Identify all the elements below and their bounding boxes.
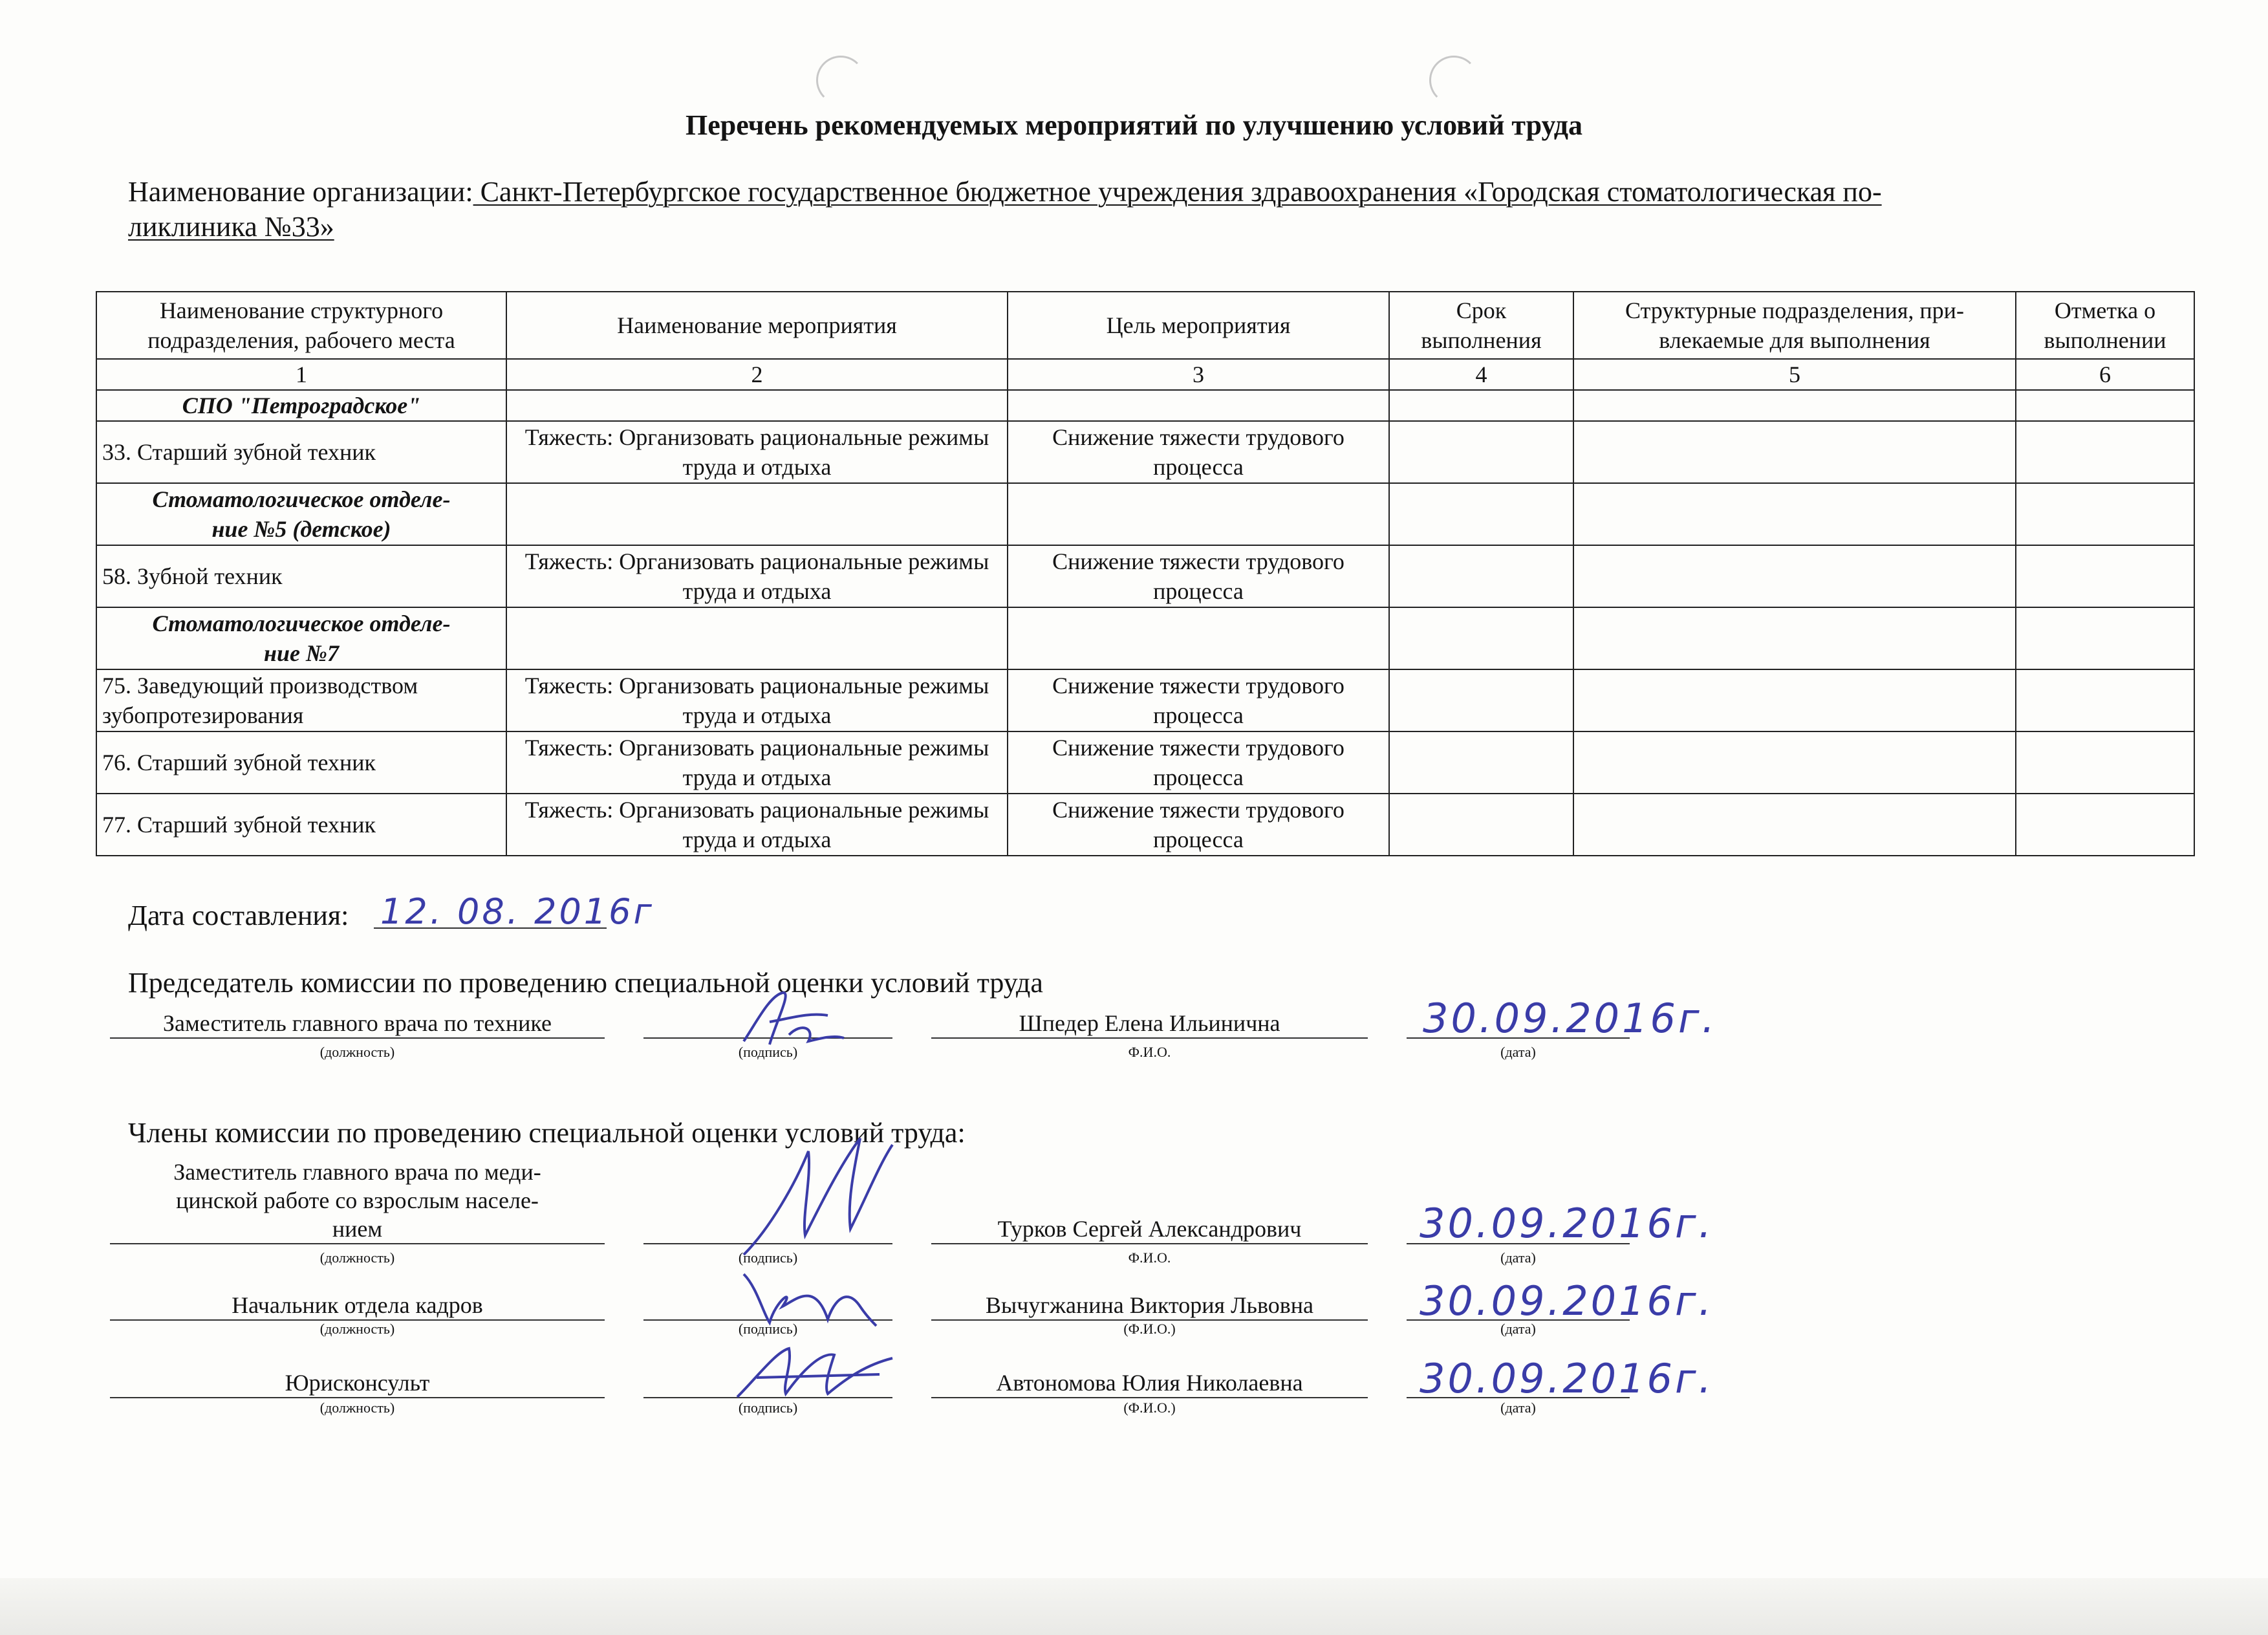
goal-cell: Снижение тяжести трудового процесса — [1008, 731, 1389, 794]
chairman-heading: Председатель комиссии по проведению специальной оценки условий труда — [128, 967, 1043, 999]
completion-mark-cell — [2016, 669, 2194, 731]
chairman-position-line — [110, 1037, 605, 1039]
goal-cell: Снижение тяжести трудового процесса — [1008, 794, 1389, 856]
punch-hole — [1429, 56, 1478, 105]
organization-line — [128, 175, 2133, 244]
measure-cell: Тяжесть: Организовать рациональные режимы труда и отдыха — [506, 794, 1008, 856]
table-header-row — [96, 292, 2194, 359]
deadline-cell — [1389, 794, 1573, 856]
departments-cell — [1573, 669, 2016, 731]
measure-cell: Тяжесть: Организовать рациональные режимы труда и отдыха — [506, 421, 1008, 483]
completion-mark-cell — [2016, 794, 2194, 856]
measure-cell: Тяжесть: Организовать рациональные режимы труда и отдыха — [506, 545, 1008, 607]
column-header: Структурные подразделения, при- влекаемые для выполнения — [1573, 292, 2016, 359]
workplace-name: 75. Заведующий производством зубопротезирования — [96, 669, 506, 731]
member-signature — [731, 1125, 899, 1268]
measures-table — [96, 291, 2195, 856]
departments-cell — [1573, 421, 2016, 483]
table-row — [96, 669, 2194, 731]
departments-cell — [1573, 794, 2016, 856]
goal-cell: Снижение тяжести трудового процесса — [1008, 545, 1389, 607]
workplace-name: 76. Старший зубной техник — [96, 731, 506, 794]
members-heading: Члены комиссии по проведению специальной оценки условий труда: — [128, 1117, 966, 1149]
chairman-date: 30.09.2016г. — [1423, 995, 1718, 1042]
column-number: 3 — [1008, 359, 1389, 390]
column-number: 4 — [1389, 359, 1573, 390]
workplace-name: 33. Старший зубной техник — [96, 421, 506, 483]
deadline-cell — [1389, 483, 1573, 545]
caption-date: (дата) — [1500, 1321, 1536, 1337]
column-header: Наименование структурного подразделения, рабочего места — [96, 292, 506, 359]
member-position: Заместитель главного врача по меди- цинской работе со взрослым населе- нием — [173, 1159, 541, 1242]
caption-position: (должность) — [319, 1044, 395, 1060]
caption-fio: Ф.И.О. — [1128, 1044, 1171, 1060]
punch-hole — [816, 56, 865, 105]
completion-mark-cell — [2016, 390, 2194, 421]
goal-cell: Снижение тяжести трудового процесса — [1008, 421, 1389, 483]
scan-bottom-edge — [0, 1578, 2268, 1635]
member-position-line — [110, 1397, 605, 1398]
member-position: Юрисконсульт — [285, 1370, 430, 1396]
column-number: 5 — [1573, 359, 2016, 390]
caption-position: (должность) — [319, 1400, 395, 1416]
organization-label: Наименование организации: — [128, 176, 473, 208]
caption-signature: (подпись) — [738, 1044, 798, 1060]
chairman-position: Заместитель главного врача по технике — [163, 1010, 552, 1036]
table-row — [96, 731, 2194, 794]
deadline-cell — [1389, 421, 1573, 483]
member-fio-line — [931, 1243, 1368, 1244]
member-date: 30.09.2016г. — [1420, 1355, 1714, 1402]
section-name: СПО "Петроградское" — [96, 390, 506, 421]
caption-date: (дата) — [1500, 1044, 1536, 1060]
caption-position: (должность) — [319, 1250, 395, 1266]
measure-cell — [506, 483, 1008, 545]
table-row — [96, 794, 2194, 856]
workplace-name: 58. Зубной техник — [96, 545, 506, 607]
column-header: Цель мероприятия — [1008, 292, 1389, 359]
organization-name: Санкт-Петербургское государственное бюджетное учреждения здравоохранения «Городская стоматологическая по- ликлиника №33» — [128, 176, 1882, 243]
member-date: 30.09.2016г. — [1420, 1277, 1714, 1325]
section-row — [96, 390, 2194, 421]
document-title: Перечень рекомендуемых мероприятий по улучшению условий труда — [686, 109, 1582, 141]
goal-cell — [1008, 390, 1389, 421]
member-fio-line — [931, 1397, 1368, 1398]
completion-mark-cell — [2016, 483, 2194, 545]
caption-date: (дата) — [1500, 1400, 1536, 1416]
goal-cell — [1008, 483, 1389, 545]
member-position-line — [110, 1243, 605, 1244]
deadline-cell — [1389, 731, 1573, 794]
member-fio: Вычугжанина Виктория Львовна — [986, 1292, 1313, 1318]
table-body — [96, 390, 2194, 856]
column-number-row — [96, 359, 2194, 390]
caption-position: (должность) — [319, 1321, 395, 1337]
goal-cell — [1008, 607, 1389, 669]
section-row — [96, 607, 2194, 669]
member-signature — [731, 1339, 899, 1403]
date-compiled-value: 12. 08. 2016г — [380, 891, 654, 932]
measure-cell — [506, 607, 1008, 669]
member-fio: Турков Сергей Александрович — [997, 1216, 1302, 1242]
caption-signature: (подпись) — [738, 1321, 798, 1337]
deadline-cell — [1389, 669, 1573, 731]
section-name: Стоматологическое отделе- ние №5 (детское) — [96, 483, 506, 545]
completion-mark-cell — [2016, 607, 2194, 669]
member-date: 30.09.2016г. — [1420, 1200, 1714, 1247]
table-row — [96, 421, 2194, 483]
column-header: Наименование мероприятия — [506, 292, 1008, 359]
member-fio: Автономова Юлия Николаевна — [996, 1370, 1303, 1396]
departments-cell — [1573, 731, 2016, 794]
date-compiled-label: Дата составления: — [128, 900, 349, 931]
measure-cell — [506, 390, 1008, 421]
departments-cell — [1573, 607, 2016, 669]
caption-fio: (Ф.И.О.) — [1123, 1321, 1176, 1337]
departments-cell — [1573, 545, 2016, 607]
column-number: 1 — [96, 359, 506, 390]
deadline-cell — [1389, 390, 1573, 421]
completion-mark-cell — [2016, 421, 2194, 483]
caption-date: (дата) — [1500, 1250, 1536, 1266]
column-header: Отметка о выполнении — [2016, 292, 2194, 359]
completion-mark-cell — [2016, 731, 2194, 794]
deadline-cell — [1389, 545, 1573, 607]
departments-cell — [1573, 390, 2016, 421]
section-row — [96, 483, 2194, 545]
column-number: 6 — [2016, 359, 2194, 390]
departments-cell — [1573, 483, 2016, 545]
deadline-cell — [1389, 607, 1573, 669]
section-name: Стоматологическое отделе- ние №7 — [96, 607, 506, 669]
measure-cell: Тяжесть: Организовать рациональные режимы труда и отдыха — [506, 731, 1008, 794]
caption-signature: (подпись) — [738, 1250, 798, 1266]
chairman-fio: Шпедер Елена Ильинична — [1019, 1010, 1280, 1036]
goal-cell: Снижение тяжести трудового процесса — [1008, 669, 1389, 731]
column-header: Срок выполнения — [1389, 292, 1573, 359]
measure-cell: Тяжесть: Организовать рациональные режимы труда и отдыха — [506, 669, 1008, 731]
chairman-fio-line — [931, 1037, 1368, 1039]
table-row — [96, 545, 2194, 607]
caption-fio: (Ф.И.О.) — [1123, 1400, 1176, 1416]
caption-signature: (подпись) — [738, 1400, 798, 1416]
column-number: 2 — [506, 359, 1008, 390]
caption-fio: Ф.И.О. — [1128, 1250, 1171, 1266]
member-position: Начальник отдела кадров — [232, 1292, 483, 1318]
completion-mark-cell — [2016, 545, 2194, 607]
workplace-name: 77. Старший зубной техник — [96, 794, 506, 856]
